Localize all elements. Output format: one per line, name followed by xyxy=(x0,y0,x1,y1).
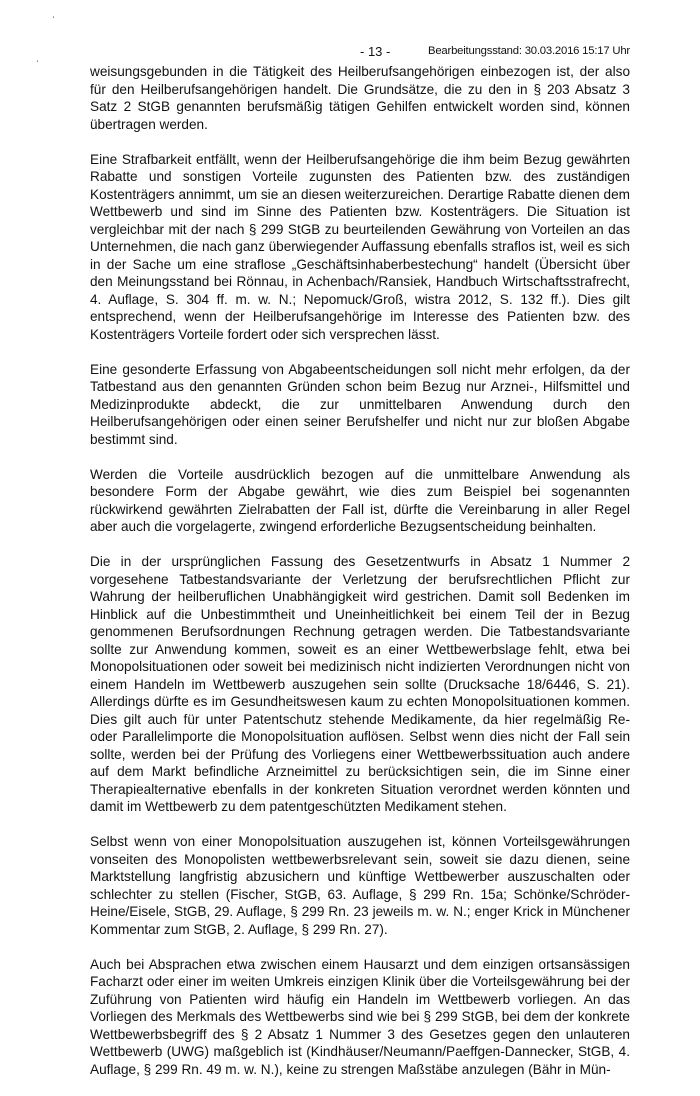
paragraph: Die in der ursprünglichen Fassung des Gesetzentwurfs in Absatz 1 Nummer 2 vorgesehene Tatbestandsvariante der Verletzung der berufsrechtlichen Pflicht zur Wahrung der heilberuflichen Unabhängigkeit wird gestrichen. Damit soll Bedenken im Hinblick auf die Unbestimmtheit und Uneinheitlichkeit bei einem Teil der in Bezug genommenen Berufsordnungen Rechnung getragen werden. Die Tatbestandsvariante sollte zur Anwendung kommen, soweit es an einer Wettbewerbslage fehlt, etwa bei Monopolsituationen oder soweit bei medizinisch nicht indizierten Verordnungen nicht von einem Handeln im Wettbewerb auszugehen sein sollte (Drucksache 18/6446, S. 21). Allerdings dürfte es im Gesundheitswesen kaum zu echten Monopolsituationen kommen. Dies gilt auch für unter Patentschutz stehende Medikamente, da hier regelmäßig Re- oder Parallelimporte die Monopolsituation auflösen. Selbst wenn dies nicht der Fall sein sollte, werden bei der Prüfung des Vorliegens einer Wettbewerbssituation auch andere auf dem Markt befindliche Arzneimittel zu berücksichtigen sein, die im Sinne einer Therapiealternative ebenfalls in der konkreten Situation verordnet werden könnten und damit im Wettbewerb zu dem patentgeschützten Medikament stehen. xyxy=(90,554,630,814)
paragraph: Eine Strafbarkeit entfällt, wenn der Heilberufsangehörige die ihm beim Bezug gewährten Rabatte und sonstigen Vorteile zugunsten des Patienten bzw. des zuständigen Kostenträgers annimmt, um sie an diesen weiterzureichen. Derartige Rabatte dienen dem Wettbewerb und sind im Sinne des Patienten bzw. Kostenträgers. Die Situation ist vergleichbar mit der nach § 299 StGB zu beurteilenden Gewährung von Vorteilen an das Unternehmen, die nach ganz überwiegender Auffassung ebenfalls straflos ist, weil es sich in der Sache um eine straflose „Geschäftsinhaberbestechung“ handelt (Übersicht über den Meinungsstand bei Rönnau, in Achenbach/Ransiek, Handbuch Wirtschaftsstrafrecht, 4. Auflage, S. 304 ff. m. w. N.; Nepomuck/Groß, wistra 2012, S. 132 ff.). Dies gilt entsprechend, wenn der Heilberufsangehörige im Interesse des Patienten bzw. des Kostenträgers Vorteile fordert oder sich versprechen lässt. xyxy=(90,151,630,342)
paragraph: Werden die Vorteile ausdrücklich bezogen auf die unmittelbare Anwendung als besondere Form der Abgabe gewährt, wie dies zum Beispiel bei sogenannten rückwirkend gewährten Zielrabatten der Fall ist, dürfte die Vereinbarung in aller Regel aber auch die vorgelagerte, zwingend erforderliche Bezugsentscheidung beinhalten. xyxy=(90,466,630,534)
edit-status: Bearbeitungsstand: 30.03.2016 15:17 Uhr xyxy=(428,45,630,57)
body-text xyxy=(90,63,630,1096)
page-number: - 13 - xyxy=(360,44,391,59)
paragraph: Auch bei Absprachen etwa zwischen einem Hausarzt und dem einzigen ortsansässigen Facharzt oder einer im weiten Umkreis einzigen Klinik über die Vorteilsgewährung bei der Zuführung von Patienten wird häufig ein Handeln im Wettbewerb vorliegen. An das Vorliegen des Merkmals des Wettbewerbs sind wie bei § 299 StGB, bei dem der konkrete Wettbewerbsbegriff des § 2 Absatz 1 Nummer 3 des Gesetzes gegen den unlauteren Wettbewerb (UWG) maßgeblich ist (Kindhäuser/Neumann/Paeffgen-Dannecker, StGB, 4. Auflage, § 299 Rn. 49 m. w. N.), keine zu strengen Maßstäbe anzulegen (Bähr in Mün- xyxy=(90,956,630,1077)
paragraph: Selbst wenn von einer Monopolsituation auszugehen ist, können Vorteilsgewährungen vonseiten des Monopolisten wettbewerbsrelevant sein, soweit sie dazu dienen, seine Marktstellung langfristig abzusichern und künftige Wettbewerber auszuschalten oder schlechter zu stellen (Fischer, StGB, 63. Auflage, § 299 Rn. 15a; Schönke/Schröder-Heine/Eisele, StGB, 29. Auflage, § 299 Rn. 23 jeweils m. w. N.; enger Krick in Münchener Kommentar zum StGB, 2. Auflage, § 299 Rn. 27). xyxy=(90,834,630,937)
paragraph: Eine gesonderte Erfassung von Abgabeentscheidungen soll nicht mehr erfolgen, da der Tatbestand aus den genannten Gründen schon beim Bezug nur Arznei-, Hilfsmittel und Medizinprodukte abdeckt, die zur unmittelbaren Anwendung durch den Heilberufsangehörigen oder einen seiner Berufshelfer und nicht nur zur bloßen Abgabe bestimmt sind. xyxy=(90,361,630,447)
scan-mark: ˌ xyxy=(52,8,56,19)
paragraph: weisungsgebunden in die Tätigkeit des Heilberufsangehörigen einbezogen ist, der also für den Heilberufsangehörigen handelt. Die Grundsätze, die zu den in § 203 Absatz 3 Satz 2 StGB genannten berufsmäßig tätigen Gehilfen entwickelt worden sind, können übertragen werden. xyxy=(90,64,630,132)
page-header xyxy=(90,44,630,60)
scan-mark: ˌ xyxy=(36,52,40,63)
